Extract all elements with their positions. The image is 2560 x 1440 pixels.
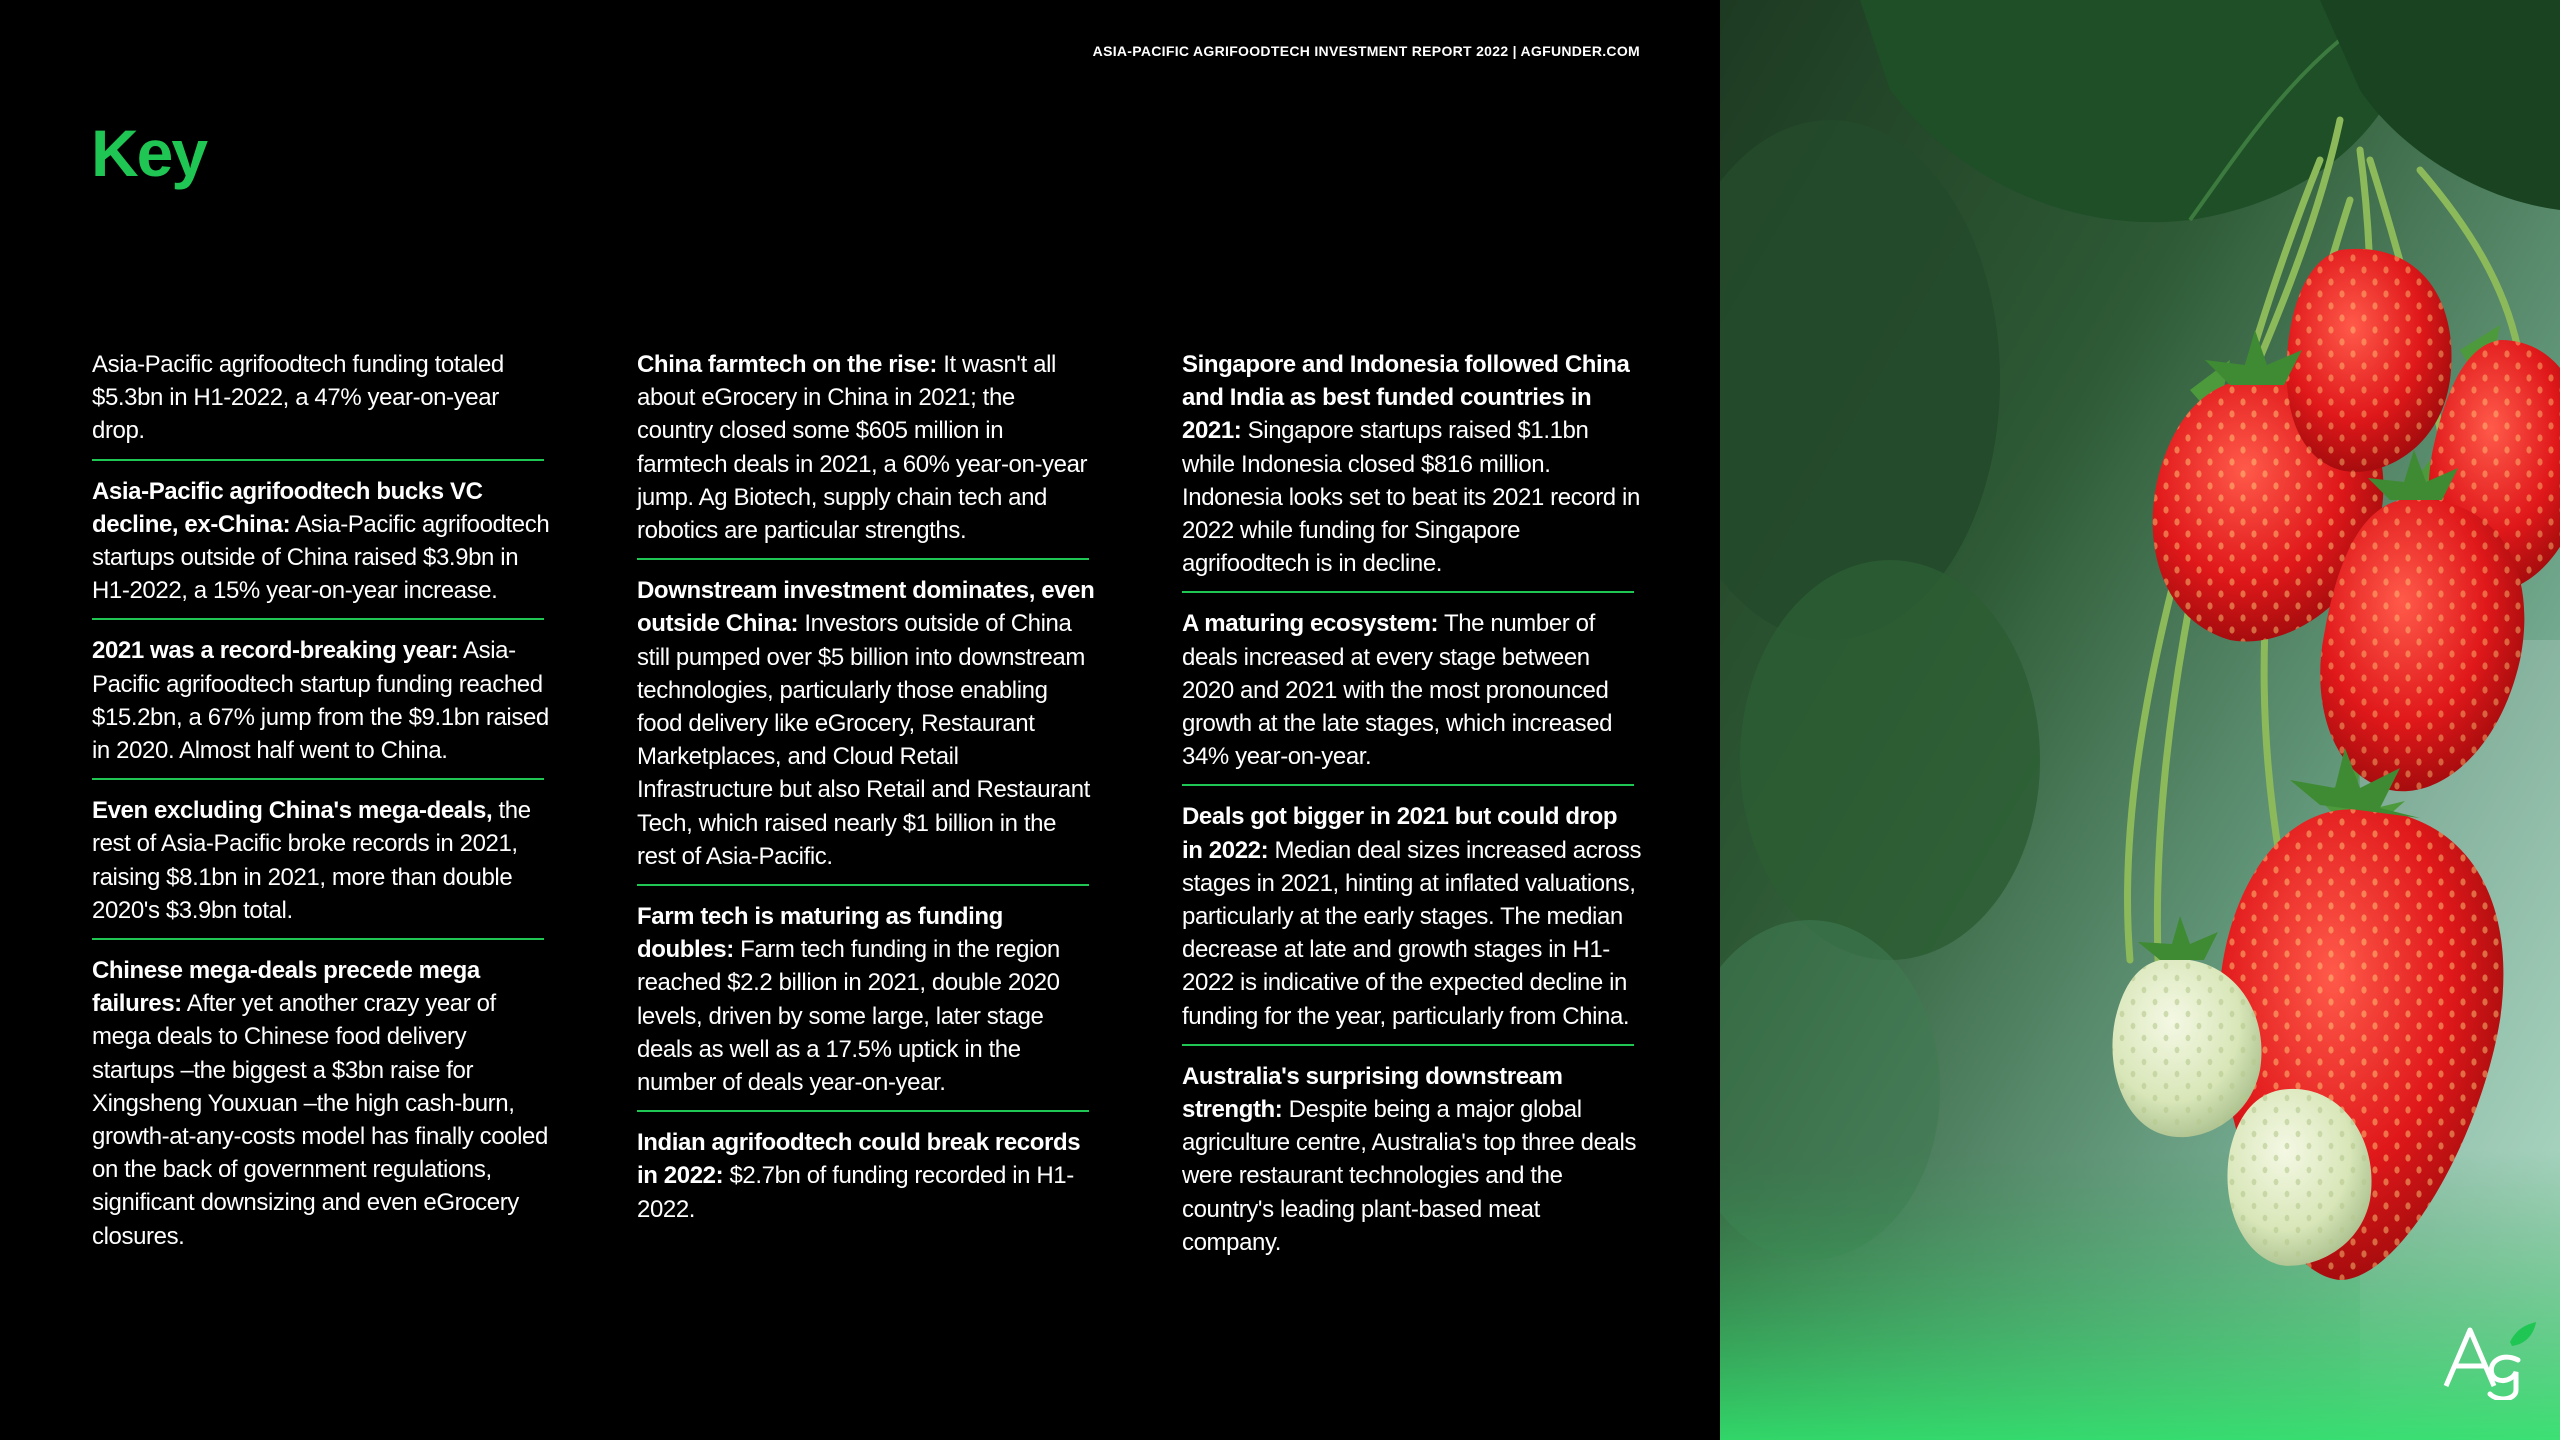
divider	[1182, 784, 1634, 786]
agfunder-logo-icon	[2438, 1316, 2538, 1400]
divider	[92, 778, 544, 780]
divider	[92, 459, 544, 461]
finding-block: 2021 was a record-breaking year: Asia-Pacific agrifoodtech startup funding reached $15.2bn, a 67% jump from the $9.1bn raised in 2020. Almost half went to China.	[92, 637, 549, 765]
finding-block: Singapore and Indonesia followed China and India as best funded countries in 2021: Singapore startups raised $1.1bn while Indonesia closed $816 million. Indonesia looks set to beat its 2021 record in 2022 while funding for Singapore agrifoodtech is in decline.	[1182, 351, 1640, 578]
finding-block: A maturing ecosystem: The number of deals increased at every stage between 2020 and 2021 with the most pronounced growth at the late stages, which increased 34% year-on-year.	[1182, 610, 1613, 771]
finding-block: Chinese mega-deals precede mega failures: After yet another crazy year of mega deals to Chinese food delivery startups –the biggest a $3bn raise for Xingsheng Youxuan –the high cash-burn, growth-at-any-costs model has finally cooled on the back of government regulations, significant downsizing and even eGrocery closures.	[92, 957, 548, 1250]
finding-block: Downstream investment dominates, even outside China: Investors outside of China still pumped over $5 billion into downstream technologies, particularly those enabling food delivery like eGrocery, Restaurant Marketplaces, and Cloud Retail Infrastructure but also Retail and Restaurant Tech, which raised nearly $1 billion in the rest of Asia-Pacific.	[637, 577, 1095, 870]
column-2	[637, 348, 1097, 1237]
divider	[637, 1110, 1089, 1112]
finding-block: Deals got bigger in 2021 but could drop in 2022: Median deal sizes increased across stages in 2021, hinting at inflated valuations, particularly at the early stages. The median decrease at late and growth stages in H1-2022 is indicative of the expected decline in funding for the year, particularly from China.	[1182, 803, 1642, 1030]
finding-block: Asia-Pacific agrifoodtech bucks VC decline, ex-China: Asia-Pacific agrifoodtech startups outside of China raised $3.9bn in H1-2022, a 15% year-on-year increase.	[92, 477, 550, 605]
report-header: ASIA-PACIFIC AGRIFOODTECH INVESTMENT REPORT 2022 | AGFUNDER.COM	[1092, 43, 1640, 59]
divider	[637, 884, 1089, 886]
divider	[92, 618, 544, 620]
strawberries-photo	[1720, 0, 2560, 1440]
finding-block: Asia-Pacific agrifoodtech funding totaled $5.3bn in H1-2022, a 47% year-on-year drop.	[92, 351, 504, 445]
finding-block: Even excluding China's mega-deals, the rest of Asia-Pacific broke records in 2021, raising $8.1bn in 2021, more than double 2020's $3.9bn total.	[92, 797, 531, 924]
finding-block: Australia's surprising downstream strength: Despite being a major global agriculture centre, Australia's top three deals were restaurant technologies and the country's leading plant-based meat company.	[1182, 1062, 1637, 1256]
column-3	[1182, 348, 1642, 1270]
page-title: Key	[91, 116, 207, 190]
divider	[1182, 1044, 1634, 1046]
divider	[1182, 591, 1634, 593]
column-1	[92, 348, 552, 1264]
finding-block: Indian agrifoodtech could break records in 2022: $2.7bn of funding recorded in H1-2022.	[637, 1129, 1081, 1223]
finding-block: Farm tech is maturing as funding doubles: Farm tech funding in the region reached $2.2 billion in 2021, double 2020 levels, driven by some large, later stage deals as well as a 17.5% uptick in the number of deals year-on-year.	[637, 903, 1060, 1097]
divider	[92, 938, 544, 940]
finding-block: China farmtech on the rise: It wasn't all about eGrocery in China in 2021; the country closed some $605 million in farmtech deals in 2021, a 60% year-on-year jump. Ag Biotech, supply chain tech and robotics are particular strengths.	[637, 351, 1088, 545]
divider	[637, 558, 1089, 560]
